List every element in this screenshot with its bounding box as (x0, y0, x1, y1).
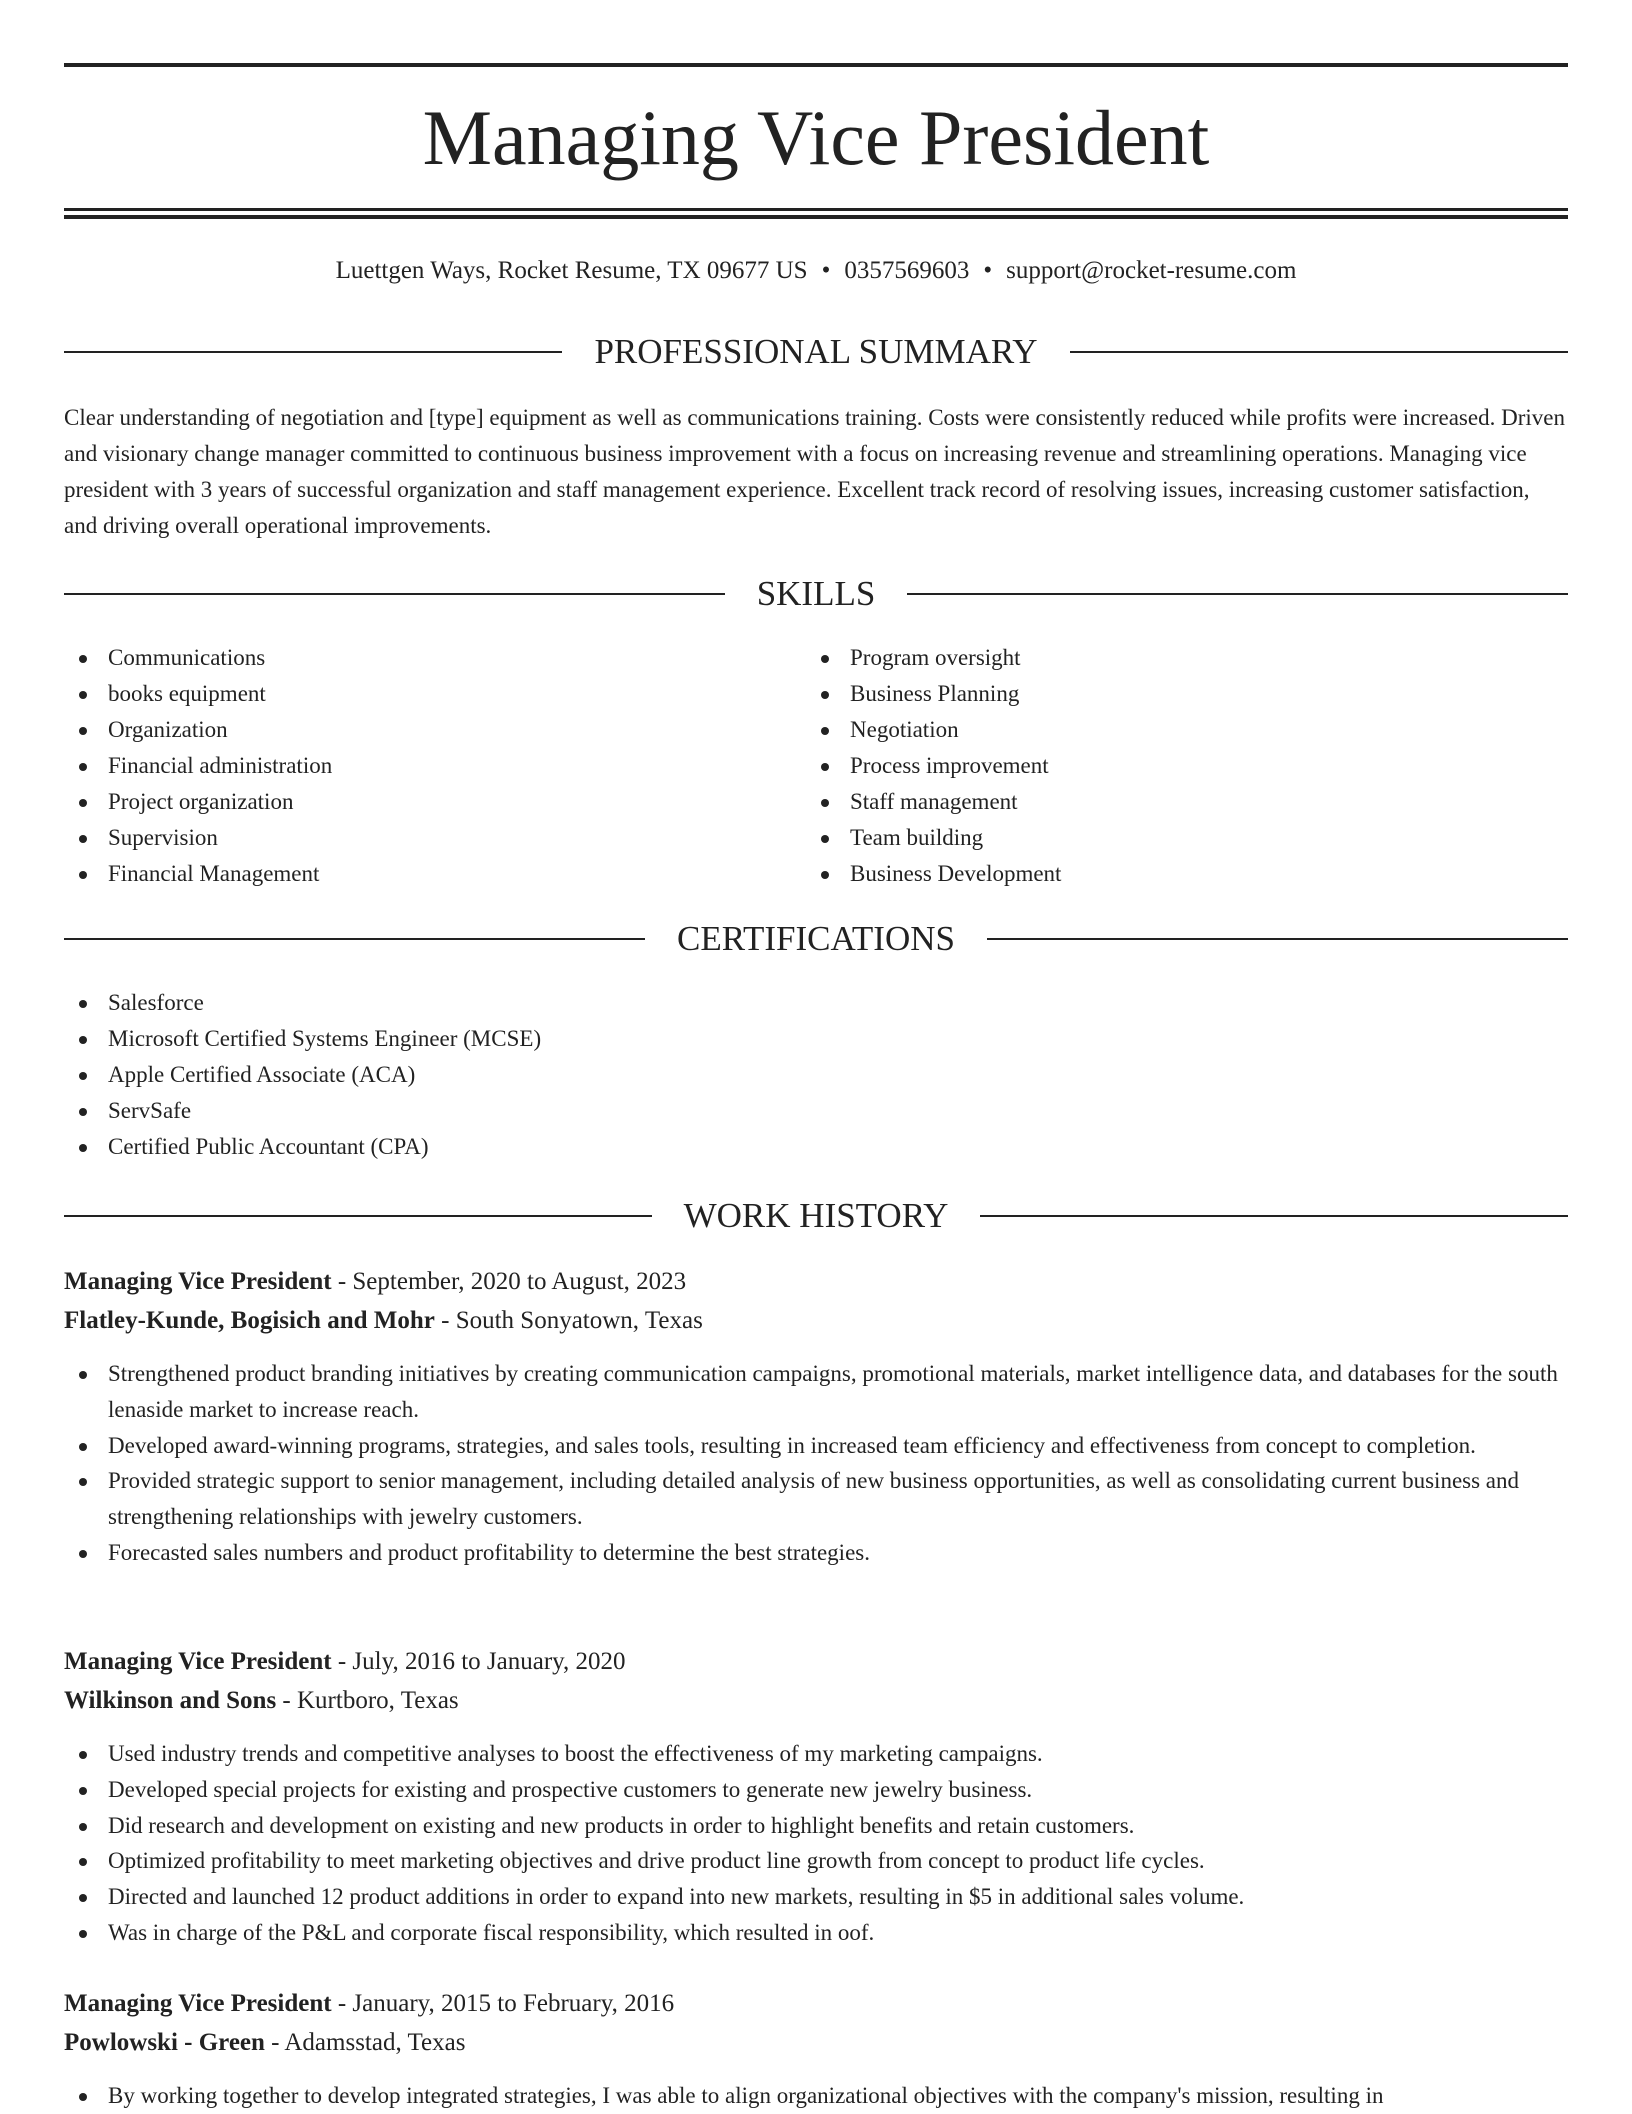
job-bullet: Was in charge of the P&L and corporate fiscal responsibility, which resulted in oof. (64, 1915, 1568, 1951)
skills-list-right (806, 640, 1506, 892)
skill-item: Financial administration (64, 748, 764, 784)
top-rule (64, 63, 1568, 67)
skill-item: Team building (806, 820, 1506, 856)
section-divider (64, 593, 725, 595)
job-company: Wilkinson and Sons (64, 1687, 277, 1714)
job-bullet: Developed special projects for existing and prospective customers to generate new jewelry business. (64, 1772, 1568, 1808)
skill-item: Supervision (64, 820, 764, 856)
skill-item: Communications (64, 640, 764, 676)
certification-item: Microsoft Certified Systems Engineer (MCSE) (64, 1021, 1568, 1057)
job-bullets (64, 1356, 1568, 1571)
skill-item: Negotiation (806, 712, 1506, 748)
skill-item: Staff management (806, 784, 1506, 820)
job-title-line (64, 1262, 1568, 1301)
job-title-line (64, 1642, 1568, 1681)
job-company: Powlowski - Green (64, 2029, 265, 2056)
job-title: Managing Vice President (64, 1268, 332, 1295)
job-location: - Kurtboro, Texas (276, 1687, 459, 1714)
job-location: - Adamsstad, Texas (264, 2029, 466, 2056)
skill-item: Business Planning (806, 676, 1506, 712)
section-header-summary (64, 330, 1568, 374)
job-dates: - January, 2015 to February, 2016 (331, 1990, 675, 2017)
job-bullet: Did research and development on existing and new products in order to highlight benefits and retain customers. (64, 1808, 1568, 1844)
section-divider (64, 351, 562, 353)
job-bullet: Directed and launched 12 product additions in order to expand into new markets, resulting in $5 in additional sales volume. (64, 1879, 1568, 1915)
section-divider (64, 938, 645, 940)
contact-email: support@rocket-resume.com (1006, 257, 1297, 284)
section-divider (907, 593, 1568, 595)
job-location: - South Sonyatown, Texas (434, 1307, 703, 1334)
job-dates: - July, 2016 to January, 2020 (331, 1648, 626, 1675)
section-divider (1070, 351, 1568, 353)
section-title-summary: PROFESSIONAL SUMMARY (594, 332, 1038, 371)
job-bullet: Optimized profitability to meet marketing objectives and drive product line growth from concept to product life cycles. (64, 1843, 1568, 1879)
contact-phone: 0357569603 (844, 257, 970, 284)
skill-item: books equipment (64, 676, 764, 712)
certifications-list (64, 985, 1568, 1165)
job-bullet: Provided strategic support to senior management, including detailed analysis of new business opportunities, as well as consolidating current business and strengthening relationships with jewelry customers. (64, 1463, 1568, 1535)
job-company-line (64, 1681, 1568, 1720)
resume-title: Managing Vice President (422, 94, 1210, 181)
title-rule-lower (64, 215, 1568, 219)
job-bullet: By working together to develop integrated strategies, I was able to align organizational objectives with the company's mission, resulting in (64, 2078, 1568, 2114)
section-title-certifications: CERTIFICATIONS (677, 919, 955, 958)
job-entry (64, 1984, 1568, 2114)
job-bullets (64, 2078, 1568, 2114)
section-title-work-history: WORK HISTORY (683, 1196, 949, 1235)
contact-separator: • (821, 257, 831, 284)
skill-item: Business Development (806, 856, 1506, 892)
certification-item: Certified Public Accountant (CPA) (64, 1129, 1568, 1165)
section-divider (980, 1215, 1568, 1217)
job-title: Managing Vice President (64, 1990, 332, 2017)
section-header-certifications (64, 917, 1568, 961)
job-title-line (64, 1984, 1568, 2023)
job-bullet: Developed award-winning programs, strategies, and sales tools, resulting in increased team efficiency and effectiveness from concept to completion. (64, 1428, 1568, 1464)
certification-item: ServSafe (64, 1093, 1568, 1129)
job-company-line (64, 2023, 1568, 2062)
contact-address: Luettgen Ways, Rocket Resume, TX 09677 US (335, 257, 808, 284)
job-company-line (64, 1301, 1568, 1340)
job-entry (64, 1262, 1568, 1571)
skill-item: Project organization (64, 784, 764, 820)
job-entry (64, 1642, 1568, 1951)
job-title: Managing Vice President (64, 1648, 332, 1675)
contact-line (64, 254, 1568, 288)
contact-separator: • (983, 257, 993, 284)
section-divider (64, 1215, 652, 1217)
skill-item: Organization (64, 712, 764, 748)
job-bullet: Forecasted sales numbers and product profitability to determine the best strategies. (64, 1535, 1568, 1571)
title-rule-upper (64, 208, 1568, 211)
job-bullets (64, 1736, 1568, 1951)
skill-item: Process improvement (806, 748, 1506, 784)
skills-list-left (64, 640, 764, 892)
section-divider (987, 938, 1568, 940)
certification-item: Salesforce (64, 985, 1568, 1021)
job-company: Flatley-Kunde, Bogisich and Mohr (64, 1307, 435, 1334)
skill-item: Program oversight (806, 640, 1506, 676)
certification-item: Apple Certified Associate (ACA) (64, 1057, 1568, 1093)
job-bullet: Used industry trends and competitive analyses to boost the effectiveness of my marketing campaigns. (64, 1736, 1568, 1772)
section-title-skills: SKILLS (756, 574, 876, 613)
section-header-work-history (64, 1194, 1568, 1238)
summary-text: Clear understanding of negotiation and [type] equipment as well as communications training. Costs were consistently reduced while profits were increased. Driven and visionary change manager committed to continuous business improvement with a focus on increasing revenue and streamlining operations. Managing vice president with 3 years of successful organization and staff management experience. Excellent track record of resolving issues, increasing customer satisfaction, and driving overall operational improvements. (64, 405, 1565, 538)
job-bullet: Strengthened product branding initiatives by creating communication campaigns, promotional materials, market intelligence data, and databases for the south lenaside market to increase reach. (64, 1356, 1568, 1428)
section-header-skills (64, 572, 1568, 616)
skill-item: Financial Management (64, 856, 764, 892)
job-dates: - September, 2020 to August, 2023 (331, 1268, 687, 1295)
